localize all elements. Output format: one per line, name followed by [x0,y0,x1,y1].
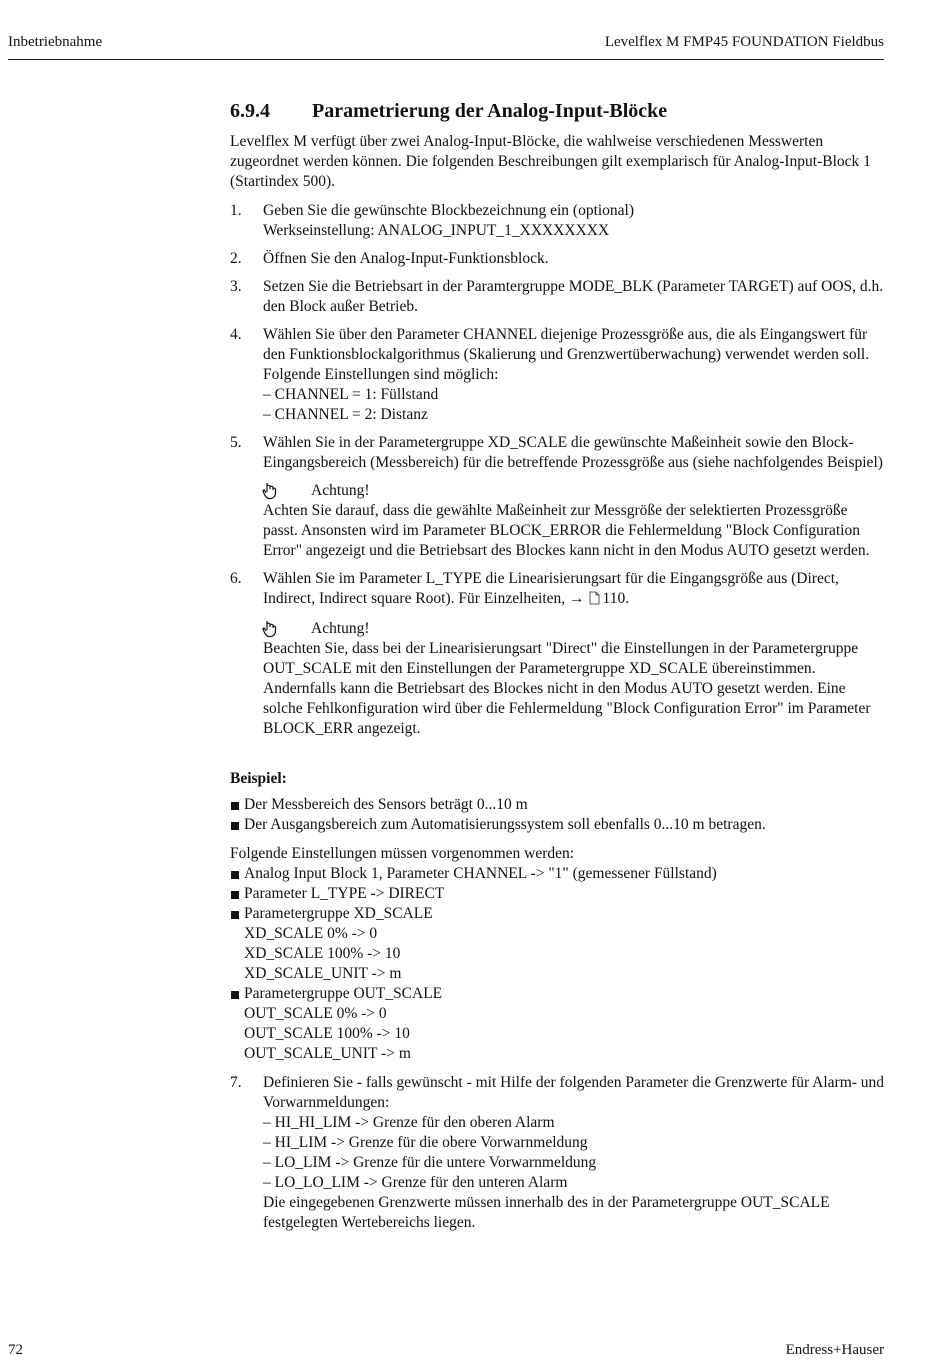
example-heading: Beispiel: [230,770,287,787]
step-text: Öffnen Sie den Analog-Input-Funktionsblock. [263,250,549,267]
step-number: 1. [230,202,242,219]
step-option: – LO_LIM -> Grenze für die untere Vorwarnmeldung [263,1154,597,1171]
step-1 [230,201,886,241]
hand-pointer-icon [263,620,311,638]
step-number: 5. [230,434,242,451]
setting-value: XD_SCALE_UNIT -> m [244,965,402,982]
list-item: Parametergruppe OUT_SCALE OUT_SCALE 0% -> 0 OUT_SCALE 100% -> 10 OUT_SCALE_UNIT -> m [230,984,886,1064]
step-3 [230,277,886,317]
caution-note [263,481,886,561]
step-number: 3. [230,278,242,295]
step-option: – CHANNEL = 2: Distanz [263,406,428,423]
step-text: Wählen Sie in der Parametergruppe XD_SCALE die gewünschte Maßeinheit sowie den Block-Eingangsbereich (Messbereich) für die betreffende Prozessgröße aus (siehe nachfolgendes Beispiel) [263,434,883,471]
caution-note [263,619,886,739]
step-number: 7. [230,1074,242,1091]
footer-brand: Endress+Hauser [785,1342,884,1358]
page-icon [589,591,600,611]
setting-value: OUT_SCALE_UNIT -> m [244,1045,411,1062]
list-item: Analog Input Block 1, Parameter CHANNEL -> "1" (gemessener Füllstand) [230,864,886,884]
caution-text: Achten Sie darauf, dass die gewählte Maßeinheit zur Messgröße der selektierten Prozessgröße passt. Ansonsten wird im Parameter BLOCK_ERROR die Fehlermeldung "Block Configuration Error" angezeigt und die Betriebsart des Blockes kann nicht in den Modus AUTO gesetzt werden. [263,502,870,559]
caution-text: Beachten Sie, dass bei der Linearisierungsart "Direct" die Einstellungen in der Parametergruppe OUT_SCALE mit den Einstellungen der Parametergruppe XD_SCALE übereinstimmen. Andernfalls kann die Betriebsart des Blockes nicht in den Modus AUTO gesetzt werden. Eine solche Fehlkonfiguration wird über die Fehlermeldung "Block Configuration Error" im Parameter BLOCK_ERR angezeigt. [263,640,871,737]
step-option: – HI_HI_LIM -> Grenze für den oberen Alarm [263,1114,555,1131]
step-6 [230,569,886,739]
section-heading [230,98,886,124]
list-item: Der Ausgangsbereich zum Automatisierungssystem soll ebenfalls 0...10 m betragen. [230,815,886,835]
setting-value: XD_SCALE 100% -> 10 [244,945,401,962]
step-text: Setzen Sie die Betriebsart in der Paramtergruppe MODE_BLK (Parameter TARGET) auf OOS, d.h. den Block außer Betrieb. [263,278,884,315]
settings-lead: Folgende Einstellungen müssen vorgenommen werden: [230,845,575,862]
step-option: – HI_LIM -> Grenze für die obere Vorwarnmeldung [263,1134,588,1151]
step-text: Geben Sie die gewünschte Blockbezeichnung ein (optional) [263,202,635,219]
step-text: Wählen Sie im Parameter L_TYPE die Linearisierungsart für die Eingangsgröße aus (Direct, Indirect, Indirect square Root). Für Einzelheiten, → 110. [263,569,886,611]
step-number: 2. [230,250,242,267]
step-text: Werkseinstellung: ANALOG_INPUT_1_XXXXXXXX [263,222,610,239]
step-5 [230,433,886,561]
main-content [230,98,886,1241]
step-number: 6. [230,570,242,587]
step-option: – LO_LO_LIM -> Grenze für den unteren Alarm [263,1174,568,1191]
intro-paragraph: Levelflex M verfügt über zwei Analog-Input-Blöcke, die wahlweise verschiedenen Messwerten zugeordnet werden können. Die folgenden Beschreibungen gilt exemplarisch für Analog-Input-Block 1 (Startindex 500). [230,133,871,190]
hand-pointer-icon [263,482,311,500]
list-item: Parameter L_TYPE -> DIRECT [230,884,886,904]
step-2 [230,249,886,269]
caution-title: Achtung! [311,482,370,499]
setting-value: XD_SCALE 0% -> 0 [244,925,378,942]
step-text: Die eingegebenen Grenzwerte müssen innerhalb des in der Parametergruppe OUT_SCALE festgelegten Wertebereichs liegen. [263,1194,830,1231]
list-item: Der Messbereich des Sensors beträgt 0...10 m [230,795,886,815]
step-text: Wählen Sie über den Parameter CHANNEL diejenige Prozessgröße aus, die als Eingangswert für den Funktionsblockalgorithmus (Skalierung und Grenzwertüberwachung) verwendet werden soll. Folgende Einstellungen sind möglich: [263,326,870,383]
header-rule [8,59,884,60]
example-bullets [230,795,886,835]
section-title: Parametrierung der Analog-Input-Blöcke [312,100,668,122]
header-right: Levelflex M FMP45 FOUNDATION Fieldbus [604,34,884,50]
step-number: 4. [230,326,242,343]
setting-value: OUT_SCALE 0% -> 0 [244,1005,387,1022]
section-number: 6.9.4 [230,100,270,122]
header-left: Inbetriebnahme [8,34,103,50]
caution-title: Achtung! [311,620,370,637]
setting-value: OUT_SCALE 100% -> 10 [244,1025,410,1042]
step-7 [230,1073,886,1233]
list-item: Parametergruppe XD_SCALE XD_SCALE 0% -> 0 XD_SCALE 100% -> 10 XD_SCALE_UNIT -> m [230,904,886,984]
page-number: 72 [8,1342,23,1358]
step-4 [230,325,886,425]
step-option: – CHANNEL = 1: Füllstand [263,386,439,403]
page-reference-link[interactable]: 110. [602,590,630,607]
settings-list [230,864,886,1064]
step-text: Definieren Sie - falls gewünscht - mit Hilfe der folgenden Parameter die Grenzwerte für Alarm- und Vorwarnmeldungen: [263,1074,885,1111]
